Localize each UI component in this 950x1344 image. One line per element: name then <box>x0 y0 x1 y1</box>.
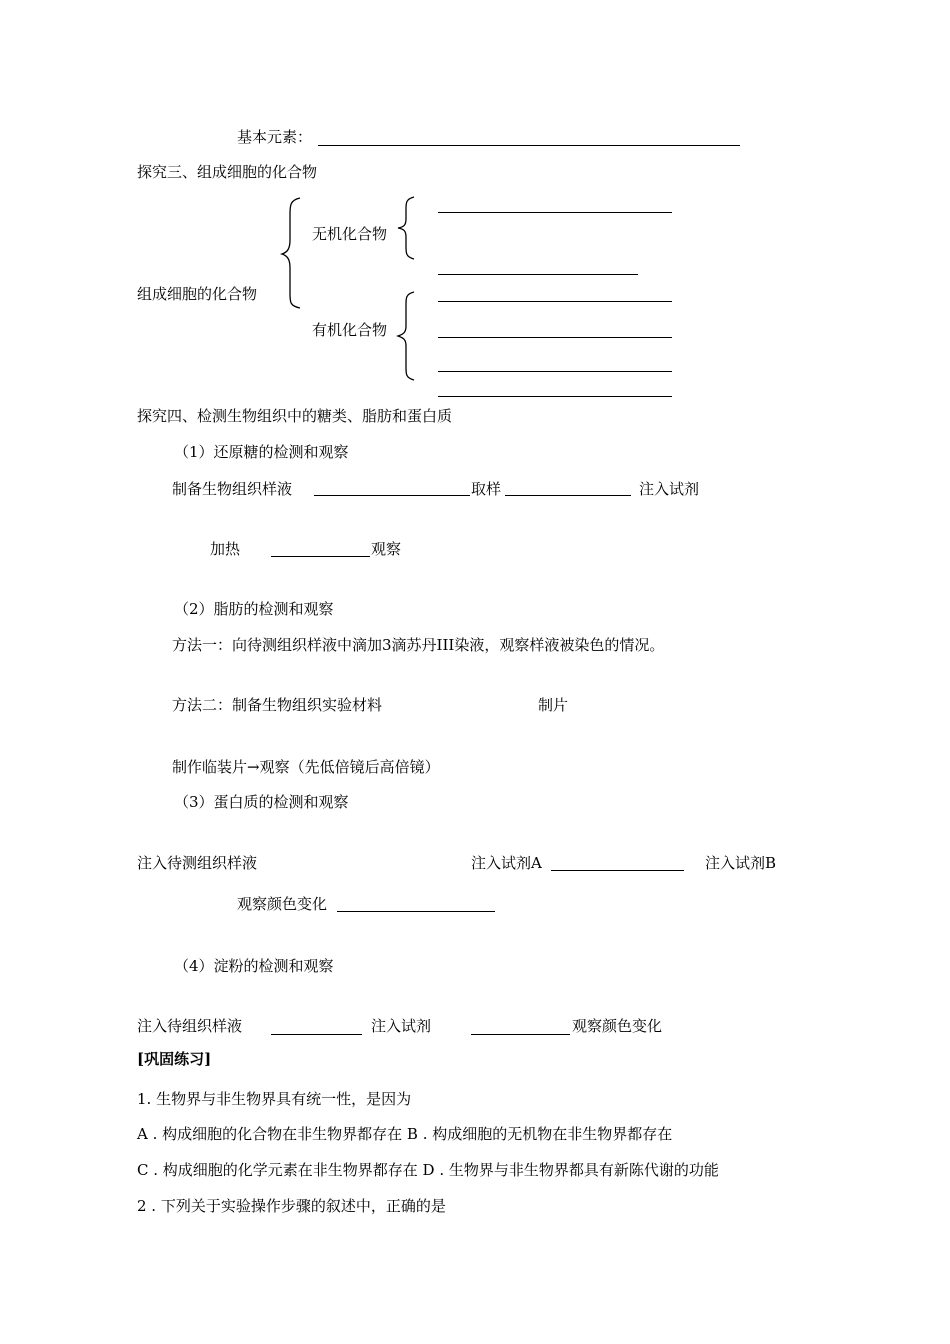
inorganic-blank-1[interactable] <box>438 212 672 213</box>
section3-heading: 探究三、组成细胞的化合物 <box>137 163 318 181</box>
question-2: 2 . 下列关于实验操作步骤的叙述中，正确的是 <box>137 1197 446 1215</box>
part1-step1: 制备生物组织样液 <box>172 480 293 498</box>
part1-step3: 注入试剂 <box>639 480 700 498</box>
part3-title: （3）蛋白质的检测和观察 <box>174 793 349 811</box>
part4-blank-2[interactable] <box>471 1034 570 1035</box>
organic-blank-1[interactable] <box>438 301 672 302</box>
part3-step3: 注入试剂B <box>705 854 777 872</box>
part2-method2-c: 制作临装片→观察（先低倍镜后高倍镜） <box>172 758 440 776</box>
section4-heading: 探究四、检测生物组织中的糖类、脂肪和蛋白质 <box>137 407 453 425</box>
part4-blank-1[interactable] <box>271 1034 362 1035</box>
basic-elements-label: 基本元素： <box>237 128 313 146</box>
main-brace <box>282 196 306 310</box>
inorganic-blank-2[interactable] <box>438 274 638 275</box>
part2-title: （2）脂肪的检测和观察 <box>174 600 334 618</box>
compounds-root-label: 组成细胞的化合物 <box>137 285 258 303</box>
organic-label: 有机化合物 <box>312 321 388 339</box>
part3-step1: 注入待测组织样液 <box>137 854 258 872</box>
part2-method1: 方法一：向待测组织样液中滴加3滴苏丹III染液，观察样液被染色的情况。 <box>172 636 665 654</box>
organic-blank-2[interactable] <box>438 337 672 338</box>
practice-heading: [巩固练习] <box>137 1050 212 1068</box>
part3-blank-2[interactable] <box>337 911 495 912</box>
basic-elements-blank[interactable] <box>318 145 740 146</box>
part2-method2-a: 方法二：制备生物组织实验材料 <box>172 696 383 714</box>
part1-title: （1）还原糖的检测和观察 <box>174 443 349 461</box>
question-1-options-cd: C . 构成细胞的化学元素在非生物界都存在 D . 生物界与非生物界都具有新陈代谢的功能 <box>137 1161 719 1179</box>
part4-step2: 注入试剂 <box>371 1017 432 1035</box>
part1-blank-2[interactable] <box>505 495 631 496</box>
part4-title: （4）淀粉的检测和观察 <box>174 957 334 975</box>
question-1: 1. 生物界与非生物界具有统一性，是因为 <box>137 1090 412 1108</box>
part1-step5: 观察 <box>371 540 402 558</box>
part1-blank-3[interactable] <box>271 556 370 557</box>
inorganic-brace <box>396 195 420 261</box>
part3-step2: 注入试剂A <box>471 854 542 872</box>
inorganic-label: 无机化合物 <box>312 225 388 243</box>
part3-step4: 观察颜色变化 <box>237 895 328 913</box>
part3-blank-1[interactable] <box>551 870 684 871</box>
question-1-options-ab: A . 构成细胞的化合物在非生物界都存在 B . 构成细胞的无机物在非生物界都存在 <box>137 1125 673 1143</box>
part1-step2: 取样 <box>471 480 502 498</box>
organic-blank-4[interactable] <box>438 396 672 397</box>
part4-step3: 观察颜色变化 <box>572 1017 663 1035</box>
part1-blank-1[interactable] <box>314 495 470 496</box>
part1-step4: 加热 <box>210 540 241 558</box>
organic-brace <box>396 290 420 382</box>
organic-blank-3[interactable] <box>438 371 672 372</box>
part4-step1: 注入待组织样液 <box>137 1017 243 1035</box>
part2-method2-b: 制片 <box>538 696 569 714</box>
